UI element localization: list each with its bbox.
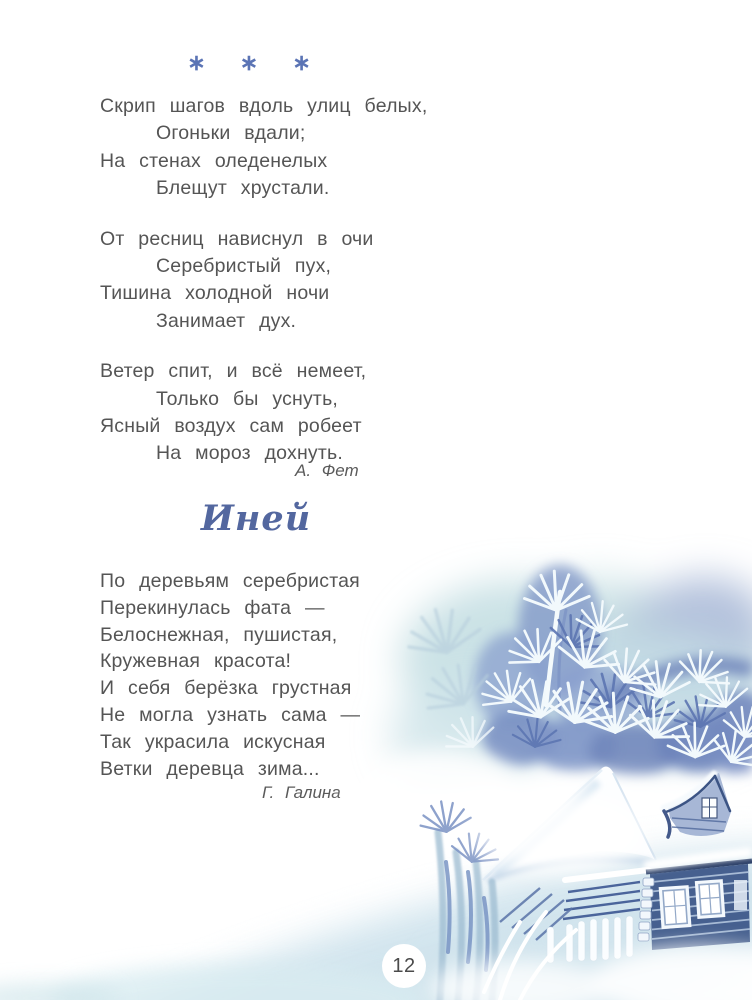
poem-fet [100,93,440,491]
stanza [100,358,440,468]
poem-line: Перекинулась фата — [100,596,325,619]
poem-line: Только бы уснуть, [156,387,339,410]
stanza [100,93,440,203]
poem-line: Серебристый пух, [156,254,332,277]
poem-line: Ясный воздух сам робеет [100,414,362,437]
poem-line: На мороз дохнуть. [156,442,343,465]
poem-line: На стенах оледенелых [100,149,328,172]
winter-illustration [0,530,752,1000]
poem-divider-stars: ∗ ∗ ∗ [187,50,325,75]
poem-author-galina: Г. Галина [262,783,341,802]
poem-line: Кружевная красота! [100,650,292,673]
poem-line: Занимает дух. [156,309,297,332]
poem-line: И себя берёзка грустная [100,677,352,700]
poem-line: Скрип шагов вдоль улиц белых, [100,95,428,117]
poem-line: Ветки деревца зима... [100,757,320,780]
poem-line: Блещут хрустали. [156,177,330,200]
poem-line: Так украсила искусная [100,730,326,753]
poem-line: Огоньки вдали; [156,122,306,145]
poem-line: От ресниц нависнул в очи [100,227,374,250]
poem-line: По деревьям серебристая [100,570,360,592]
poem-title-iney: Иней [200,498,312,539]
stanza [100,226,440,336]
poem-line: Белоснежная, пушистая, [100,623,338,646]
poem-line: Не могла узнать сама — [100,703,361,726]
page-number: 12 [392,954,416,977]
poem-author-fet: А. Фет [295,461,359,480]
poem-line: Тишина холодной ночи [100,282,330,305]
page-number-badge [382,944,426,988]
poem-line: Ветер спит, и всё немеет, [100,360,367,383]
